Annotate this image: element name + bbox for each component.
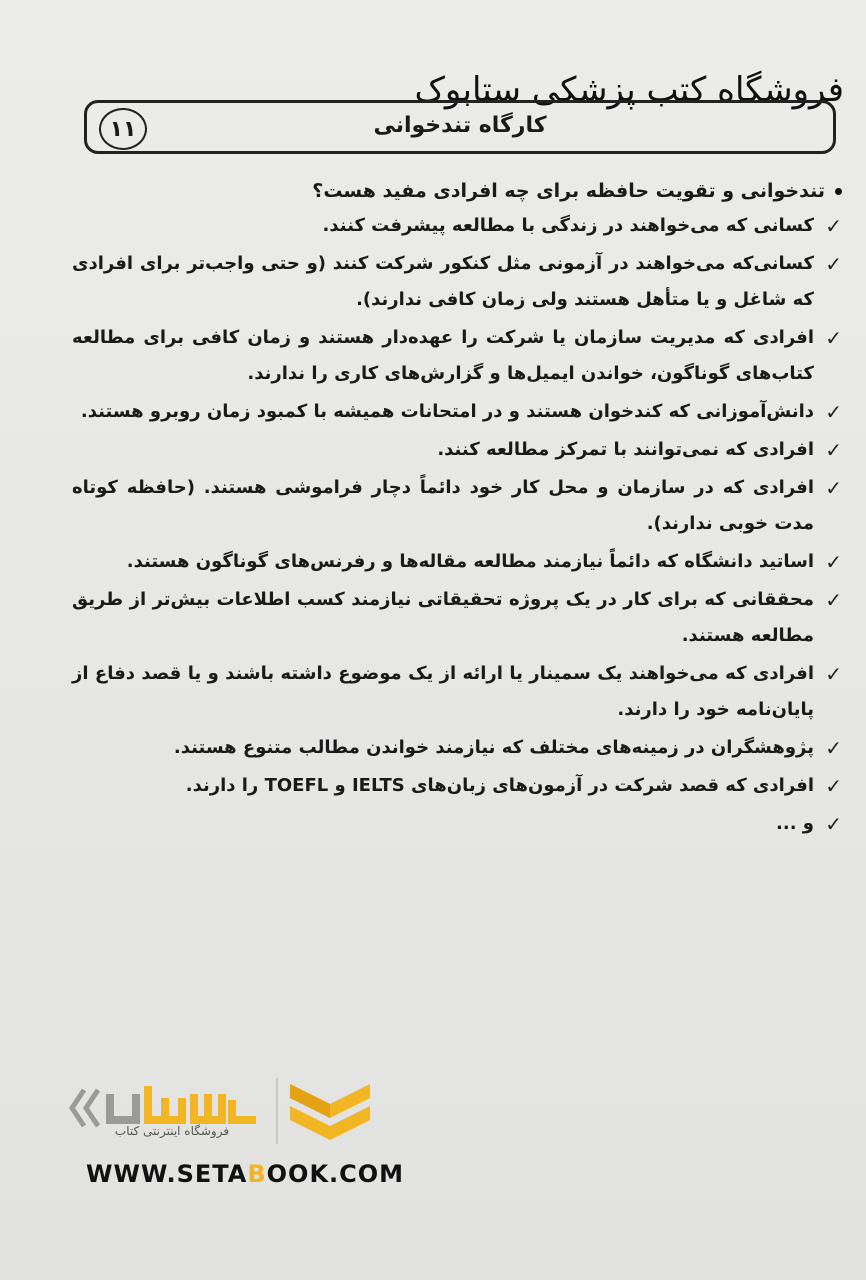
list-item-text: و ... [776, 813, 814, 834]
list-item [72, 394, 842, 430]
checkmark-icon: ✓ [825, 326, 842, 350]
list-item-text: افرادی که در سازمان و محل کار خود دائماً دچار فراموشی هستند. (حافظه کوتاه مدت خوبی ندارند). [72, 477, 814, 534]
section-title: کارگاه تندخوانی [373, 113, 547, 138]
list-item [72, 806, 842, 842]
logo-divider [276, 1078, 278, 1144]
content-area [72, 180, 842, 844]
url-prefix: WWW.SETA [86, 1160, 248, 1188]
list-item-text: کسانی که می‌خواهند در زندگی با مطالعه پیشرفت کنند. [322, 215, 814, 236]
list-item-text: پژوهشگران در زمینه‌های مختلف که نیازمند خواندن مطالب متنوع هستند. [173, 737, 814, 758]
benefit-list [72, 208, 842, 842]
list-item-text: اساتید دانشگاه که دائماً نیازمند مطالعه مقاله‌ها و رفرنس‌های گوناگون هستند. [126, 551, 814, 572]
setabook-logo [64, 1076, 374, 1156]
list-item [72, 470, 842, 542]
logo-tagline: فروشگاه اینترنتی کتاب [114, 1124, 230, 1138]
list-item-text: دانش‌آموزانی که کندخوان هستند و در امتحانات همیشه با کمبود زمان روبرو هستند. [80, 401, 814, 422]
list-item [72, 246, 842, 318]
url-suffix: OOK.COM [266, 1160, 405, 1188]
checkmark-icon: ✓ [825, 252, 842, 276]
book-stack-icon [288, 1076, 372, 1146]
checkmark-icon: ✓ [825, 550, 842, 574]
list-item [72, 320, 842, 392]
checkmark-icon: ✓ [825, 214, 842, 238]
checkmark-icon: ✓ [825, 400, 842, 424]
list-item-text: افرادی که قصد شرکت در آزمون‌های زبان‌های IELTS و TOEFL را دارند. [185, 775, 814, 796]
list-item-text: افرادی که نمی‌توانند با تمرکز مطالعه کنند. [437, 439, 814, 460]
checkmark-icon: ✓ [825, 774, 842, 798]
website-url [86, 1160, 404, 1188]
chapter-header [84, 100, 836, 154]
checkmark-icon: ✓ [825, 812, 842, 836]
list-item [72, 544, 842, 580]
list-item [72, 768, 842, 804]
list-item-text: افرادی که می‌خواهند یک سمینار یا ارائه از یک موضوع داشته باشند و یا قصد دفاع از پایان‌نامه خود را دارند. [72, 663, 814, 720]
bullet-icon [835, 188, 842, 195]
checkmark-icon: ✓ [825, 662, 842, 686]
list-item [72, 432, 842, 468]
list-item-text: افرادی که مدیریت سازمان یا شرکت را عهده‌دار هستند و زمان کافی برای مطالعه کتاب‌های گوناگون، خواندن ایمیل‌ها و گزارش‌های کاری را ندارند. [72, 327, 814, 384]
list-item-text: محققانی که برای کار در یک پروژه تحقیقاتی نیازمند کسب اطلاعات بیش‌تر از طریق مطالعه هستند. [72, 589, 814, 646]
question-text: تندخوانی و تقویت حافظه برای چه افرادی مفید هست؟ [312, 180, 825, 202]
checkmark-icon: ✓ [825, 736, 842, 760]
checkmark-icon: ✓ [825, 588, 842, 612]
url-accent: B [247, 1160, 267, 1188]
list-item [72, 582, 842, 654]
store-name-watermark: فروشگاه کتب پزشکی ستابوک [414, 70, 844, 110]
list-item [72, 730, 842, 766]
list-item [72, 656, 842, 728]
checkmark-icon: ✓ [825, 476, 842, 500]
list-item [72, 208, 842, 244]
question-heading [72, 180, 842, 202]
checkmark-icon: ✓ [825, 438, 842, 462]
page-number: ۱۱ [99, 108, 147, 150]
list-item-text: کسانی‌که می‌خواهند در آزمونی مثل کنکور شرکت کنند (و حتی واجب‌تر برای افرادی که شاغل و یا متأهل هستند ولی زمان کافی ندارند). [72, 253, 814, 310]
